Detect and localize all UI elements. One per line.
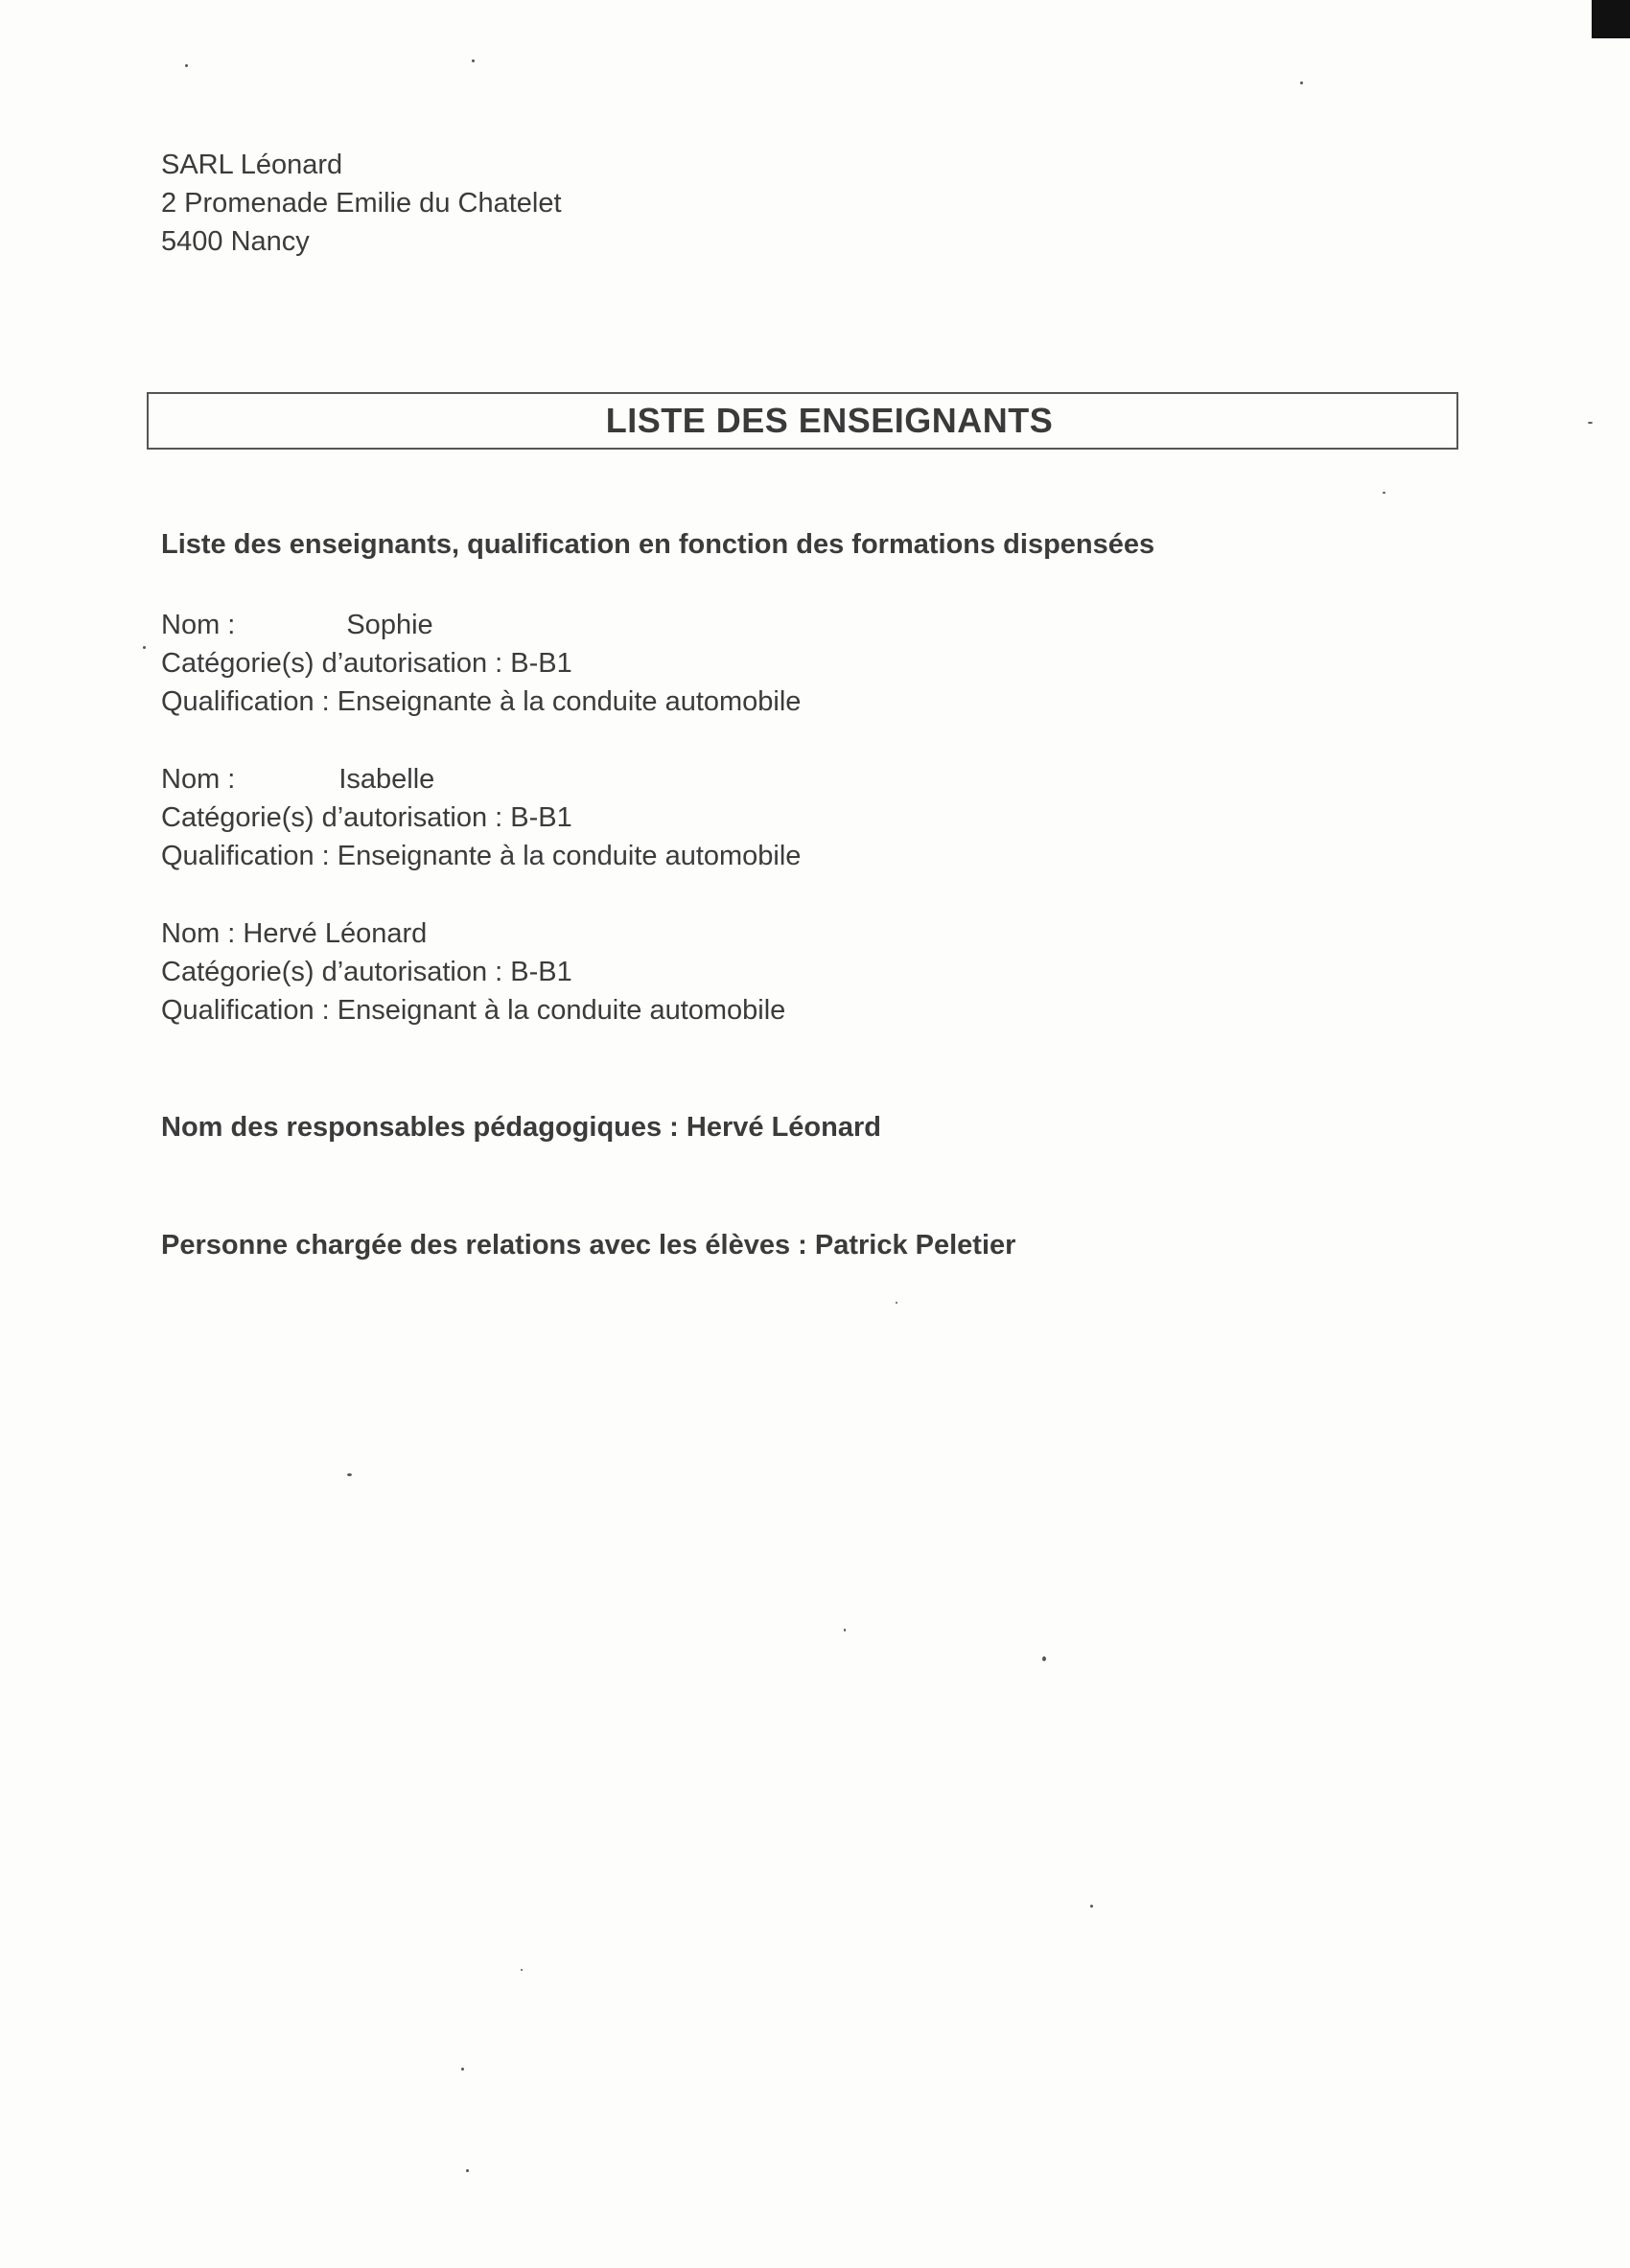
scan-speck	[1383, 492, 1386, 494]
scan-edge-mark	[1592, 0, 1630, 38]
teacher-entry	[161, 914, 801, 1030]
teacher-name-label: Nom : Hervé Léonard	[161, 918, 428, 949]
teacher-qualification: Qualification : Enseignante à la conduite automobile	[161, 841, 802, 871]
teacher-qualification: Qualification : Enseignante à la conduite automobile	[161, 686, 802, 717]
scan-speck	[1300, 81, 1303, 84]
teacher-name-line	[161, 606, 801, 644]
scan-speck	[896, 1302, 897, 1304]
teacher-name-label: Nom :	[161, 764, 236, 795]
scan-speck	[472, 59, 475, 62]
scan-speck	[1588, 422, 1593, 424]
teacher-name-label: Nom :	[161, 610, 236, 640]
company-name: SARL Léonard	[161, 150, 343, 180]
scan-speck	[143, 646, 146, 649]
teacher-category: Catégorie(s) d’autorisation : B-B1	[161, 802, 572, 833]
intro-heading: Liste des enseignants, qualification en fonction des formations dispensées	[161, 529, 1155, 560]
teacher-qualification: Qualification : Enseignant à la conduite automobile	[161, 995, 786, 1026]
scan-speck	[185, 64, 188, 67]
teacher-entry	[161, 606, 801, 721]
scan-speck	[1042, 1656, 1046, 1661]
teacher-first-name: Sophie	[346, 610, 433, 640]
scan-speck	[1090, 1905, 1093, 1908]
scan-speck	[466, 2169, 469, 2172]
sender-address	[161, 146, 562, 261]
scan-speck	[461, 2068, 464, 2071]
scan-speck	[347, 1473, 352, 1476]
scan-speck	[521, 1969, 523, 1971]
pedagogical-managers: Nom des responsables pédagogiques : Hervé Léonard	[161, 1112, 881, 1143]
document-title: LISTE DES ENSEIGNANTS	[605, 401, 1054, 440]
teacher-category: Catégorie(s) d’autorisation : B-B1	[161, 957, 572, 987]
street-address: 2 Promenade Emilie du Chatelet	[161, 188, 562, 219]
title-box	[147, 392, 1458, 450]
teacher-list	[161, 606, 801, 1069]
teacher-first-name: Isabelle	[338, 764, 435, 795]
teacher-category: Catégorie(s) d’autorisation : B-B1	[161, 648, 572, 679]
city-line: 5400 Nancy	[161, 226, 310, 257]
teacher-name-line	[161, 914, 801, 953]
teacher-entry	[161, 760, 801, 875]
scan-speck	[844, 1629, 846, 1632]
student-relations-contact: Personne chargée des relations avec les élèves : Patrick Peletier	[161, 1230, 1016, 1261]
teacher-name-line	[161, 760, 801, 798]
